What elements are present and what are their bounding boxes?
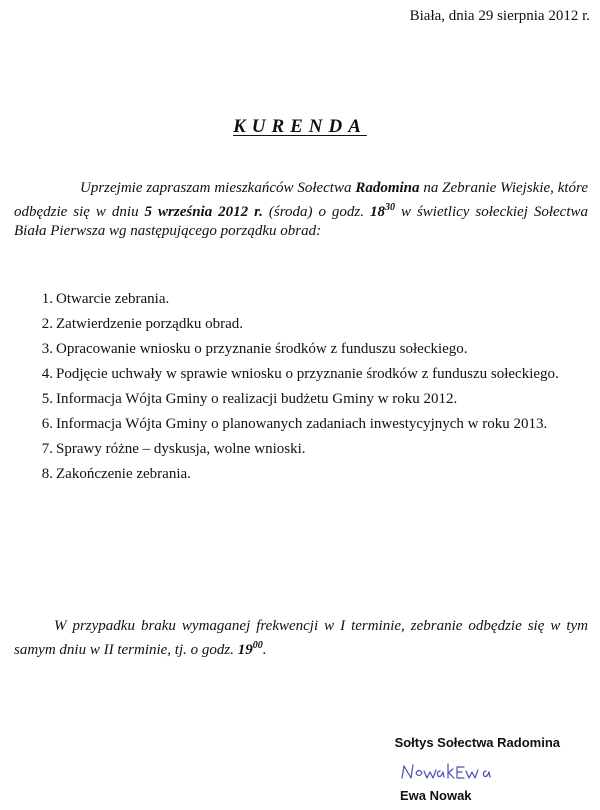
intro-text-3: (środa) o godz. [262,204,370,220]
quorum-note-text: W przypadku braku wymaganej frekwencji w I terminie, zebranie odbędzie się w tym samym dniu w II terminie, tj. o godz. [14,618,588,658]
agenda-item-text: Informacja Wójta Gminy o realizacji budżetu Gminy w roku 2012. [56,391,458,407]
agenda-item-text: Zakończenie zebrania. [56,466,191,482]
agenda-item-number: 4. [41,366,53,382]
second-term-time [238,642,263,658]
document-date: Biała, dnia 29 sierpnia 2012 r. [409,8,590,24]
agenda-item-text: Sprawy różne – dyskusja, wolne wnioski. [56,441,306,457]
agenda-item-text: Otwarcie zebrania. [56,291,170,307]
agenda-item-text: Podjęcie uchwały w sprawie wniosku o przyznanie środków z funduszu sołeckiego. [56,366,559,382]
agenda-item-text: Informacja Wójta Gminy o planowanych zadaniach inwestycyjnych w roku 2013. [56,416,548,432]
agenda-item-number: 8. [41,466,53,482]
meeting-date: 5 września 2012 r. [144,204,263,220]
agenda-item-text: Zatwierdzenie porządku obrad. [56,316,243,332]
meeting-time [370,204,395,220]
second-term-hour: 19 [237,642,253,658]
agenda-item [14,440,588,458]
intro-text-4: w świetlicy sołeckiej Sołectwa Biała Pierwsza wg następującego porządku obrad: [14,204,588,239]
agenda-item-number: 3. [41,341,53,357]
invitation-paragraph [14,179,588,241]
agenda-item-text: Opracowanie wniosku o przyznanie środków z funduszu sołeckiego. [56,341,468,357]
quorum-note-paragraph [14,617,588,660]
agenda-item-number: 5. [41,391,53,407]
agenda-item [14,340,588,358]
document-title: KURENDA [233,116,367,137]
signatory-title: Sołtys Sołectwa Radomina [394,735,560,750]
intro-text-2: na Zebranie Wiejskie, które odbędzie się w dniu [14,180,588,220]
agenda-item [14,465,588,483]
agenda-item [14,290,588,308]
agenda-item [14,315,588,333]
meeting-hour: 18 [370,204,385,220]
agenda-item [14,365,588,383]
meeting-minutes: 30 [385,202,395,213]
agenda-item-number: 6. [41,416,53,432]
handwritten-signature [398,758,508,786]
village-name: Radomina [355,180,420,196]
signatory-name: Ewa Nowak [400,788,472,803]
agenda-item-number: 2. [41,316,53,332]
agenda-item [14,390,588,408]
agenda-item-number: 7. [41,441,53,457]
second-term-minutes: 00 [252,640,263,651]
intro-text-1: Uprzejmie zapraszam mieszkańców Sołectwa [80,180,356,196]
agenda-item [14,415,588,433]
agenda-list [14,290,588,490]
quorum-note-end: . [262,642,267,658]
agenda-item-number: 1. [41,291,53,307]
